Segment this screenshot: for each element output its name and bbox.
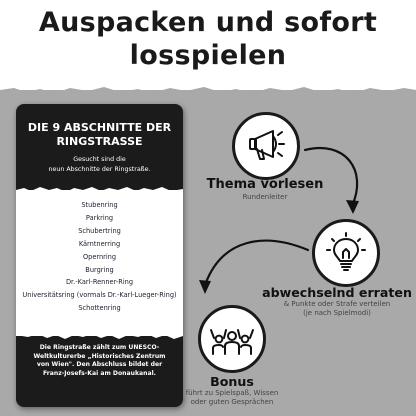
torn-paper-top (16, 186, 183, 194)
card-subtitle-line-2: neun Abschnitte der Ringstraße. (48, 166, 151, 173)
card-footer-line-3: von Wien". Den Abschluss bildet der (36, 361, 163, 369)
step-2-label (262, 285, 412, 317)
headline (0, 0, 416, 88)
lightbulb-icon (323, 230, 369, 276)
headline-line-2: losspielen (129, 40, 287, 71)
street-item: Stubenring (81, 201, 118, 209)
step-2-sub-line-2: (je nach Spielmodi) (303, 308, 371, 317)
torn-paper-bottom (16, 332, 183, 340)
step-1-circle (232, 112, 300, 180)
card-title-line-2: RINGSTRASSE (56, 135, 143, 148)
street-item: Kärntnerring (78, 239, 121, 248)
step-3-sub-line-1: führt zu Spielspaß, Wissen (185, 389, 279, 397)
card-footer-line-1: Die Ringstraße zählt zum UNESCO- (39, 344, 160, 351)
step-1-title: Thema vorlesen (206, 177, 324, 192)
card-answer-panel (16, 190, 183, 336)
card-subtitle-line-1: Gesucht sind die (73, 156, 126, 163)
card-footer (16, 344, 183, 378)
street-item: Schottenring (78, 304, 121, 313)
step-1-label (200, 177, 330, 202)
card-header (16, 104, 183, 190)
street-item: Universitätsring (vormals Dr.-Karl-Lueger-Ring) (22, 291, 177, 300)
step-3-sub-line-2: oder guten Gesprächen (190, 397, 274, 406)
step-3-label (170, 375, 294, 406)
step-3-title: Bonus (210, 374, 254, 389)
step-2-title: abwechselnd erraten (262, 285, 412, 300)
card-title-line-1: DIE 9 ABSCHNITTE DER (27, 121, 172, 134)
street-item: Schubertring (78, 226, 121, 235)
cheering-group-icon (207, 316, 257, 362)
street-item: Dr.-Karl-Renner-Ring (65, 278, 134, 287)
megaphone-icon (243, 123, 289, 169)
card-footer-line-2: Weltkulturerbe „Historisches Zentrum (33, 352, 166, 360)
street-item: Burgring (85, 265, 114, 274)
step-2-circle (312, 219, 380, 287)
step-3-circle (198, 305, 266, 373)
question-card (16, 104, 183, 407)
headline-line-1: Auspacken und sofort (38, 7, 378, 38)
torn-edge (0, 84, 416, 96)
street-item: Parkring (85, 213, 114, 222)
street-list (16, 190, 183, 315)
card-footer-line-4: Franz-Josefs-Kai am Donaukanal. (42, 369, 156, 377)
street-item: Opernring (82, 252, 117, 261)
step-1-sub: Rundenleiter (242, 193, 288, 201)
card-subtitle (16, 149, 183, 175)
card-title (16, 104, 183, 149)
step-2-sub-line-1: & Punkte oder Strafe verteilen (283, 300, 391, 308)
